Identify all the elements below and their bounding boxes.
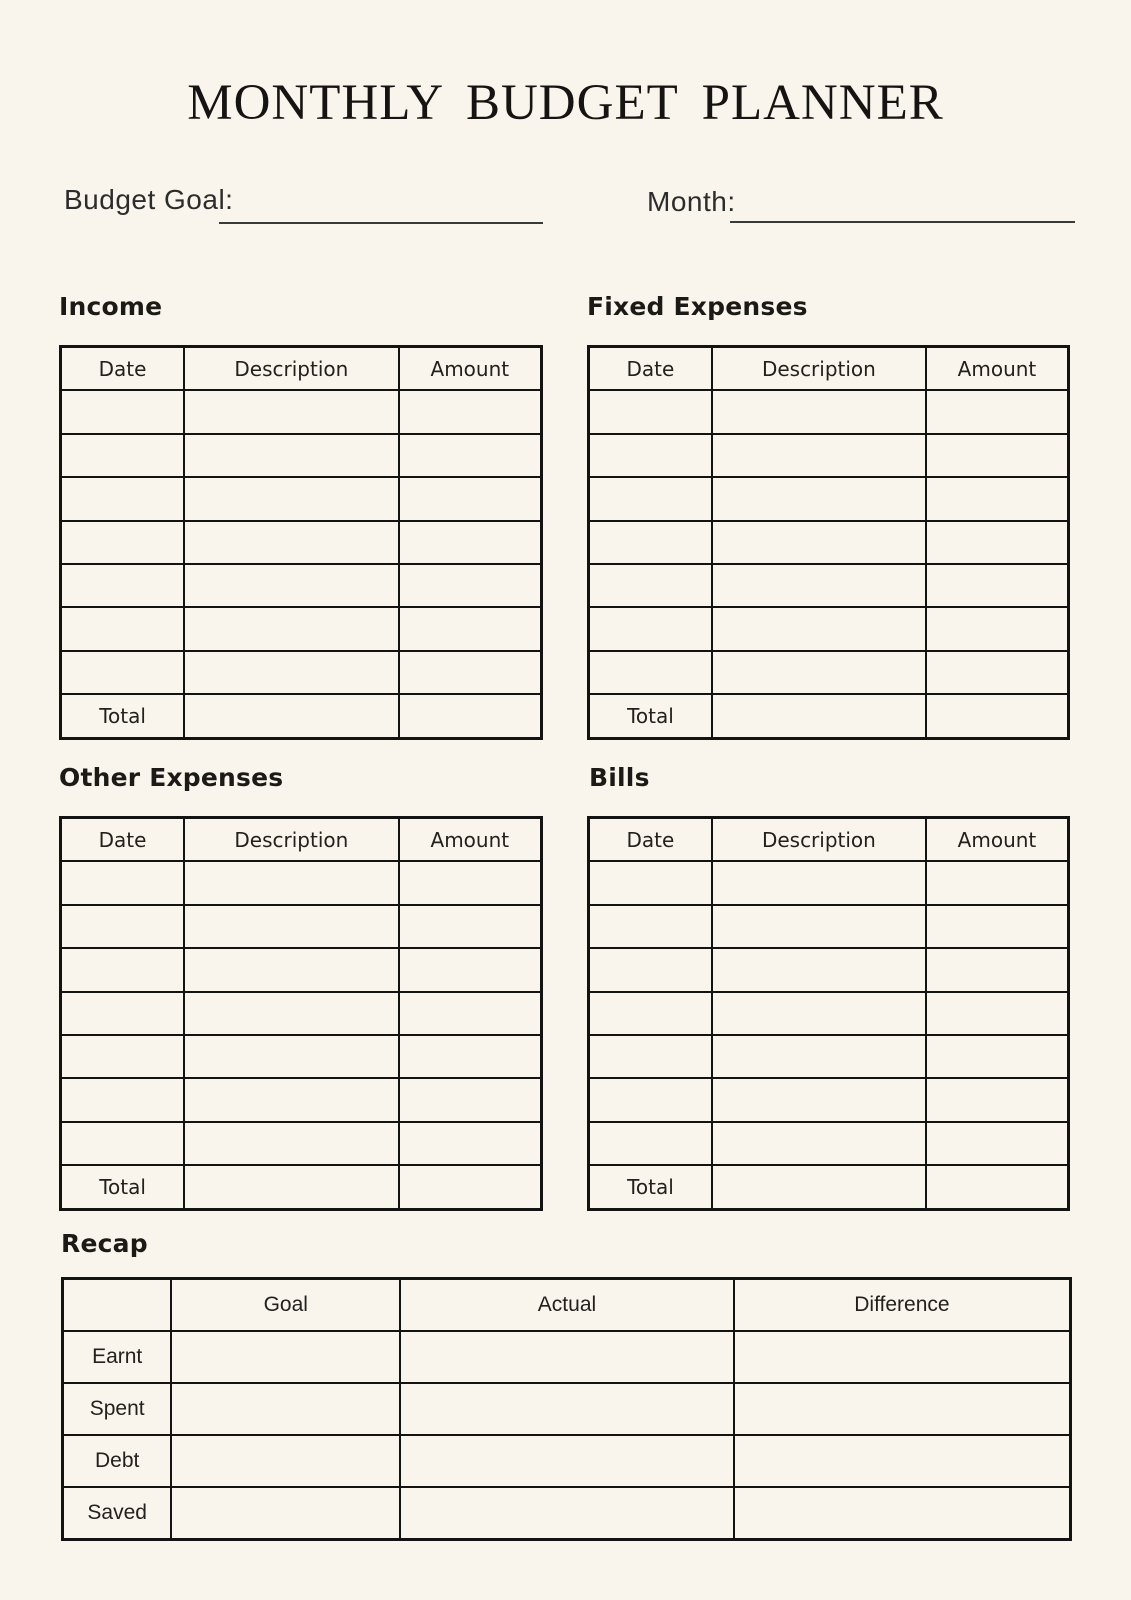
- blank-entry-row: [589, 905, 1069, 948]
- date-cell: [61, 390, 185, 433]
- date-cell: [589, 651, 712, 694]
- description-cell: [712, 905, 926, 948]
- date-cell: [589, 1035, 712, 1078]
- blank-entry-row: [61, 948, 542, 991]
- description-cell: [184, 521, 399, 564]
- column-header-date: Date: [589, 347, 712, 391]
- column-header-amount: Amount: [399, 818, 542, 862]
- blank-entry-row: [589, 564, 1069, 607]
- blank-entry-row: [589, 948, 1069, 991]
- date-cell: [589, 390, 712, 433]
- date-cell: [61, 651, 185, 694]
- recap-row-label: Spent: [63, 1383, 172, 1435]
- month-write-line: [730, 221, 1075, 223]
- column-header-description: Description: [184, 347, 399, 391]
- total-amount-cell: [926, 694, 1069, 738]
- description-cell: [712, 861, 926, 904]
- amount-cell: [399, 992, 542, 1035]
- description-cell: [712, 521, 926, 564]
- date-cell: [61, 948, 185, 991]
- date-cell: [589, 434, 712, 477]
- actual-cell: [400, 1331, 734, 1383]
- amount-cell: [399, 564, 542, 607]
- difference-cell: [734, 1435, 1071, 1487]
- goal-cell: [171, 1331, 400, 1383]
- description-cell: [712, 434, 926, 477]
- blank-entry-row: [589, 861, 1069, 904]
- budget-goal-write-line: [219, 222, 543, 224]
- description-cell: [712, 1035, 926, 1078]
- description-cell: [712, 390, 926, 433]
- description-cell: [712, 992, 926, 1035]
- description-cell: [712, 1122, 926, 1165]
- total-row: [61, 694, 542, 738]
- header-row: [61, 818, 542, 862]
- blank-entry-row: [589, 434, 1069, 477]
- description-cell: [712, 477, 926, 520]
- income-table: [59, 345, 543, 740]
- column-header-description: Description: [712, 818, 926, 862]
- amount-cell: [926, 651, 1069, 694]
- description-cell: [184, 1122, 399, 1165]
- date-cell: [589, 477, 712, 520]
- bills-table: [587, 816, 1070, 1211]
- total-description-cell: [184, 694, 399, 738]
- column-header-date: Date: [61, 818, 185, 862]
- blank-entry-row: [589, 992, 1069, 1035]
- total-row: [589, 694, 1069, 738]
- date-cell: [589, 1078, 712, 1121]
- blank-entry-row: [61, 992, 542, 1035]
- date-cell: [589, 905, 712, 948]
- amount-cell: [399, 905, 542, 948]
- amount-cell: [399, 434, 542, 477]
- blank-entry-row: [589, 521, 1069, 564]
- total-label: Total: [61, 1165, 185, 1209]
- blank-entry-row: [61, 1035, 542, 1078]
- total-description-cell: [712, 694, 926, 738]
- total-amount-cell: [926, 1165, 1069, 1209]
- recap-row-saved: [63, 1487, 1071, 1540]
- date-cell: [61, 521, 185, 564]
- amount-cell: [399, 521, 542, 564]
- recap-column-header-difference: Difference: [734, 1279, 1071, 1332]
- blank-entry-row: [589, 651, 1069, 694]
- total-description-cell: [184, 1165, 399, 1209]
- goal-cell: [171, 1487, 400, 1540]
- total-description-cell: [712, 1165, 926, 1209]
- date-cell: [589, 564, 712, 607]
- date-cell: [61, 905, 185, 948]
- recap-row-label: Debt: [63, 1435, 172, 1487]
- date-cell: [589, 1122, 712, 1165]
- column-header-amount: Amount: [926, 347, 1069, 391]
- description-cell: [184, 905, 399, 948]
- amount-cell: [926, 1035, 1069, 1078]
- total-label: Total: [589, 694, 712, 738]
- date-cell: [61, 477, 185, 520]
- total-row: [61, 1165, 542, 1209]
- date-cell: [61, 607, 185, 650]
- amount-cell: [926, 905, 1069, 948]
- difference-cell: [734, 1331, 1071, 1383]
- column-header-amount: Amount: [926, 818, 1069, 862]
- date-cell: [589, 521, 712, 564]
- date-cell: [61, 861, 185, 904]
- blank-entry-row: [61, 434, 542, 477]
- description-cell: [712, 607, 926, 650]
- date-cell: [61, 1078, 185, 1121]
- amount-cell: [399, 477, 542, 520]
- total-label: Total: [61, 694, 185, 738]
- description-cell: [712, 651, 926, 694]
- blank-entry-row: [61, 521, 542, 564]
- description-cell: [184, 651, 399, 694]
- actual-cell: [400, 1383, 734, 1435]
- amount-cell: [399, 1122, 542, 1165]
- amount-cell: [399, 607, 542, 650]
- amount-cell: [926, 521, 1069, 564]
- column-header-description: Description: [712, 347, 926, 391]
- actual-cell: [400, 1435, 734, 1487]
- date-cell: [589, 992, 712, 1035]
- blank-entry-row: [589, 1122, 1069, 1165]
- actual-cell: [400, 1487, 734, 1540]
- description-cell: [184, 1035, 399, 1078]
- other-expenses-section-title: Other Expenses: [59, 763, 284, 792]
- column-header-date: Date: [61, 347, 185, 391]
- amount-cell: [399, 1078, 542, 1121]
- total-row: [589, 1165, 1069, 1209]
- date-cell: [61, 564, 185, 607]
- description-cell: [184, 992, 399, 1035]
- amount-cell: [399, 390, 542, 433]
- amount-cell: [926, 390, 1069, 433]
- blank-entry-row: [61, 607, 542, 650]
- blank-entry-row: [61, 861, 542, 904]
- date-cell: [61, 992, 185, 1035]
- page-title: MONTHLY BUDGET PLANNER: [187, 75, 944, 131]
- description-cell: [184, 948, 399, 991]
- budget-goal-label: Budget Goal:: [64, 184, 234, 215]
- recap-row-spent: [63, 1383, 1071, 1435]
- description-cell: [184, 434, 399, 477]
- recap-column-header-goal: Goal: [171, 1279, 400, 1332]
- recap-row-label: Earnt: [63, 1331, 172, 1383]
- other-expenses-table: [59, 816, 543, 1211]
- amount-cell: [926, 607, 1069, 650]
- bills-section-title: Bills: [589, 763, 650, 792]
- goal-cell: [171, 1383, 400, 1435]
- description-cell: [184, 861, 399, 904]
- total-label: Total: [589, 1165, 712, 1209]
- income-section-title: Income: [59, 292, 163, 321]
- blank-entry-row: [61, 1122, 542, 1165]
- header-row: [61, 347, 542, 391]
- amount-cell: [926, 992, 1069, 1035]
- goal-cell: [171, 1435, 400, 1487]
- column-header-description: Description: [184, 818, 399, 862]
- description-cell: [184, 564, 399, 607]
- date-cell: [589, 861, 712, 904]
- description-cell: [712, 948, 926, 991]
- date-cell: [61, 1035, 185, 1078]
- description-cell: [712, 564, 926, 607]
- description-cell: [184, 477, 399, 520]
- recap-corner-cell: [63, 1279, 172, 1332]
- recap-section-title: Recap: [61, 1229, 148, 1258]
- blank-entry-row: [61, 390, 542, 433]
- amount-cell: [926, 861, 1069, 904]
- amount-cell: [399, 948, 542, 991]
- date-cell: [61, 434, 185, 477]
- blank-entry-row: [61, 905, 542, 948]
- amount-cell: [926, 1122, 1069, 1165]
- difference-cell: [734, 1383, 1071, 1435]
- blank-entry-row: [61, 651, 542, 694]
- amount-cell: [926, 477, 1069, 520]
- blank-entry-row: [589, 607, 1069, 650]
- recap-table: [61, 1277, 1072, 1541]
- month-label: Month:: [647, 186, 736, 217]
- date-cell: [61, 1122, 185, 1165]
- recap-header-row: [63, 1279, 1071, 1332]
- recap-column-header-actual: Actual: [400, 1279, 734, 1332]
- difference-cell: [734, 1487, 1071, 1540]
- amount-cell: [926, 1078, 1069, 1121]
- blank-entry-row: [589, 1078, 1069, 1121]
- date-cell: [589, 948, 712, 991]
- header-row: [589, 347, 1069, 391]
- amount-cell: [926, 564, 1069, 607]
- amount-cell: [926, 948, 1069, 991]
- blank-entry-row: [61, 477, 542, 520]
- fixed-expenses-table: [587, 345, 1070, 740]
- total-amount-cell: [399, 1165, 542, 1209]
- blank-entry-row: [589, 390, 1069, 433]
- column-header-date: Date: [589, 818, 712, 862]
- amount-cell: [926, 434, 1069, 477]
- description-cell: [184, 607, 399, 650]
- blank-entry-row: [589, 477, 1069, 520]
- date-cell: [589, 607, 712, 650]
- amount-cell: [399, 861, 542, 904]
- description-cell: [712, 1078, 926, 1121]
- blank-entry-row: [61, 564, 542, 607]
- total-amount-cell: [399, 694, 542, 738]
- blank-entry-row: [589, 1035, 1069, 1078]
- column-header-amount: Amount: [399, 347, 542, 391]
- blank-entry-row: [61, 1078, 542, 1121]
- description-cell: [184, 390, 399, 433]
- amount-cell: [399, 1035, 542, 1078]
- recap-row-earnt: [63, 1331, 1071, 1383]
- recap-row-debt: [63, 1435, 1071, 1487]
- amount-cell: [399, 651, 542, 694]
- header-row: [589, 818, 1069, 862]
- description-cell: [184, 1078, 399, 1121]
- recap-row-label: Saved: [63, 1487, 172, 1540]
- fixed-expenses-section-title: Fixed Expenses: [587, 292, 808, 321]
